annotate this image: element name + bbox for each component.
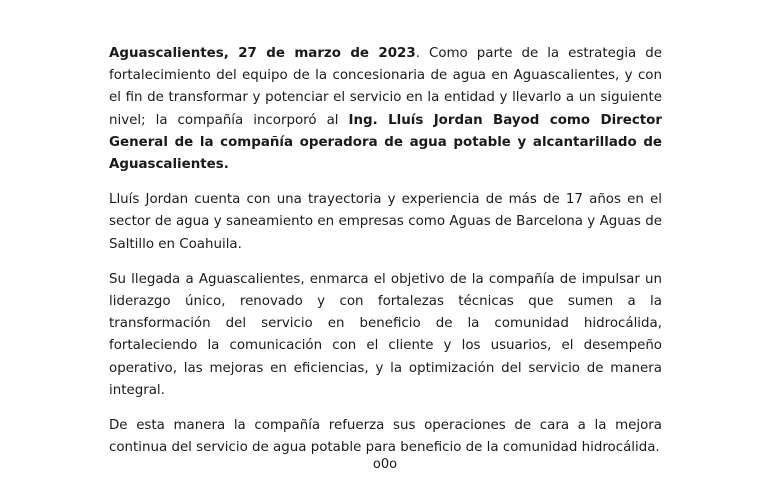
paragraph-conclusion: De esta manera la compañía refuerza sus operaciones de cara a la mejora continua del servicio de agua potable para beneficio de la comunidad hidrocálida. (109, 418, 662, 456)
intro-text: . Como parte de la estrategia de fortalecimiento del equipo de la concesionaria de agua en Aguascalientes, y con el fin de transformar y potenciar el servicio en la entidad y llevarlo a un siguiente nivel; la compañía incorporó al (109, 46, 662, 128)
paragraph-intro (109, 43, 662, 176)
paragraph-experience: Lluís Jordan cuenta con una trayectoria y experiencia de más de 17 años en el sector de agua y saneamiento en empresas como Aguas de Barcelona y Aguas de Saltillo en Coahuila. (109, 192, 662, 252)
appointment-statement: Ing. Lluís Jordan Bayod como Director General de la compañía operadora de agua potable y alcantarillado de Aguascalientes. (109, 112, 662, 173)
document-body (109, 43, 662, 472)
paragraph-objective: Su llegada a Aguascalientes, enmarca el objetivo de la compañía de impulsar un liderazgo único, renovado y con fortalezas técnicas que sumen a la transformación del servicio en beneficio de la comunidad hidrocálida, fortaleciendo la comunicación con el cliente y los usuarios, el desempeño operativo, las mejoras en eficiencias, y la optimización del servicio de manera integral. (109, 271, 662, 398)
dateline: Aguascalientes, 27 de marzo de 2023 (109, 46, 416, 61)
closing-mark: o0o (372, 457, 398, 472)
